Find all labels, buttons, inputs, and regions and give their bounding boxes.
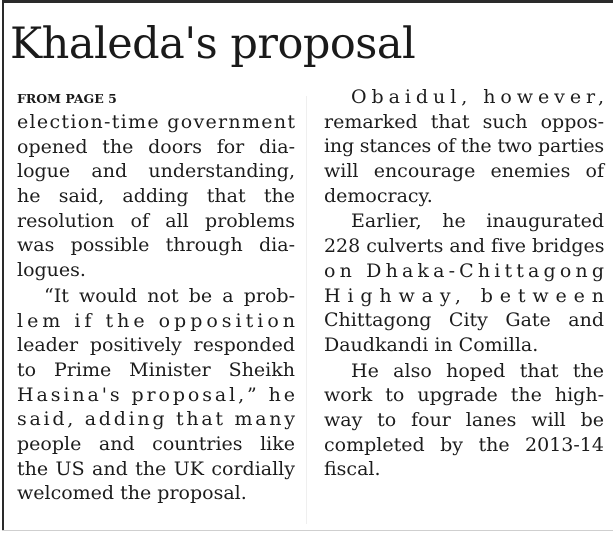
- text-line: Obaidul, however,: [351, 86, 609, 108]
- text-line: resolution of all problems: [17, 209, 295, 232]
- text-line: Hasina's proposal,” he: [17, 383, 298, 406]
- text-line: said, adding that many: [17, 408, 298, 431]
- top-rule: [2, 0, 613, 3]
- text-line: democracy.: [324, 184, 433, 207]
- text-line: logues.: [17, 259, 86, 282]
- article-column-1: [17, 110, 299, 506]
- text-line: remarked that such oppos-: [324, 110, 604, 133]
- text-line: “It would not be a prob-: [44, 284, 295, 307]
- text-line: he said, adding that the: [17, 185, 295, 208]
- text-line: the US and the UK cordially: [17, 457, 295, 480]
- text-line: Highway, between: [324, 284, 611, 307]
- text-line: was possible through dia-: [17, 234, 295, 257]
- left-rule: [2, 0, 4, 530]
- text-line: to Prime Minister Sheikh: [17, 358, 295, 381]
- text-line: completed by the 2013-14: [324, 433, 604, 456]
- text-line: Earlier, he inaugurated: [351, 210, 604, 233]
- text-line: opened the doors for dia-: [17, 135, 295, 158]
- text-line: 228 culverts and five bridges: [324, 235, 605, 258]
- jump-line: FROM PAGE 5: [17, 91, 117, 106]
- headline: Khaleda's proposal: [10, 19, 416, 69]
- text-line: on Dhaka-Chittagong: [324, 259, 609, 282]
- text-line: leader positively responded: [17, 334, 295, 357]
- text-line: election-time government: [17, 111, 297, 133]
- text-line: Chittagong City Gate and: [324, 309, 604, 332]
- text-line: He also hoped that the: [351, 359, 604, 382]
- text-line: lem if the opposition: [17, 309, 299, 332]
- text-line: work to upgrade the high-: [324, 384, 604, 407]
- text-line: fiscal.: [324, 458, 381, 481]
- text-line: welcomed the proposal.: [17, 482, 247, 505]
- text-line: way to four lanes will be: [324, 408, 604, 431]
- text-line: ing stances of the two parties: [324, 135, 604, 158]
- text-line: will encourage enemies of: [324, 160, 604, 183]
- text-line: people and countries like: [17, 432, 295, 455]
- text-line: Daudkandi in Comilla.: [324, 333, 539, 356]
- column-divider: [306, 96, 307, 524]
- bottom-edge: [2, 530, 613, 531]
- article-column-2: [324, 85, 611, 482]
- text-line: logue and understanding,: [17, 160, 295, 183]
